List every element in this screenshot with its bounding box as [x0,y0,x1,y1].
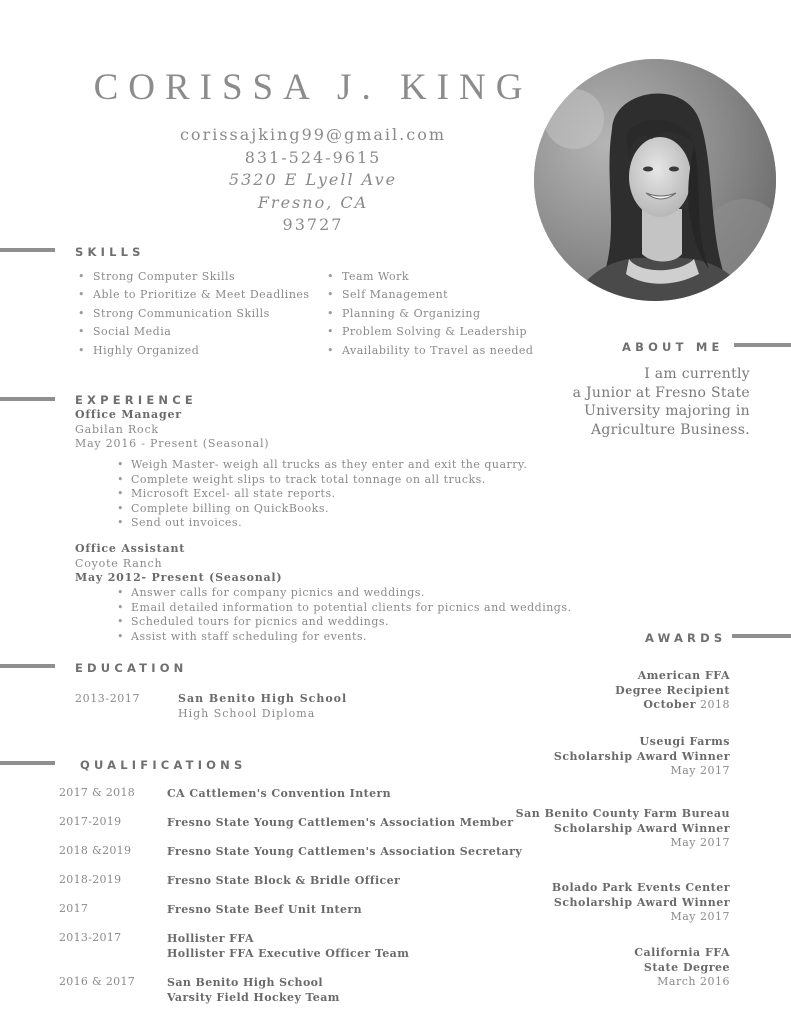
qualification-text: CA Cattlemen's Convention Intern [167,787,392,800]
list-item: • Weigh Master- weigh all trucks as they enter and exit the quarry. [117,458,527,473]
award-date: 2018 [696,698,730,712]
award-item [552,881,730,925]
qualification-year: 2017-2019 [59,815,122,828]
about-text [540,365,750,439]
award-item [615,669,730,713]
qualification-line: Hollister FFA [167,932,254,945]
award-item [554,735,730,779]
qualification-line: Hollister FFA Executive Officer Team [167,947,410,960]
education-school: San Benito High School [178,692,348,705]
list-item: • Strong Communication Skills [78,305,310,323]
job-duties [117,458,527,531]
qualification-text [167,931,409,961]
qualification-text: Fresno State Young Cattlemen's Association Secretary [167,845,523,858]
award-item [516,807,730,851]
zip-text: 93727 [282,215,344,234]
qualification-text: Fresno State Block & Bridle Officer [167,874,401,887]
education-bar [0,664,55,668]
street-text: 5320 E Lyell Ave [228,170,398,189]
job-title: Office Manager [75,408,182,421]
city-text: Fresno, CA [257,192,369,212]
list-item: • Strong Computer Skills [78,268,310,286]
list-item: • Problem Solving & Leadership [327,323,533,341]
job-company: Coyote Ranch [75,557,163,570]
list-item: • Complete billing on QuickBooks. [117,502,527,517]
list-item: • Social Media [78,323,310,341]
list-item: • Able to Prioritize & Meet Deadlines [78,286,310,304]
qualification-text: Fresno State Young Cattlemen's Association Member [167,816,514,829]
list-item: • Send out invoices. [117,516,527,531]
award-title: State Degree [643,960,730,974]
experience-bar [0,397,55,401]
job-dates: May 2012- Present (Seasonal) [75,571,283,584]
education-degree: High School Diploma [178,707,316,720]
job-title: Office Assistant [75,542,186,555]
about-line: a Junior at Fresno State [572,384,750,401]
award-title: Scholarship Award Winner [553,895,730,909]
about-heading: ABOUT ME [622,340,724,354]
education-years: 2013-2017 [75,692,141,705]
qualification-year: 2018 &2019 [59,844,132,857]
qualification-line: San Benito High School [167,976,324,989]
list-item: • Assist with staff scheduling for events. [117,630,571,645]
award-name: Useugi Farms [639,735,730,748]
award-month: October [643,698,696,712]
skills-list-left [78,268,310,360]
list-item: • Answer calls for company picnics and weddings. [117,586,571,601]
job-duties [117,586,571,644]
about-bar [734,343,791,347]
qualification-line: Varsity Field Hockey Team [167,991,340,1004]
qualification-text [167,975,340,1005]
award-date: May 2017 [670,836,730,850]
profile-photo [534,59,776,301]
awards-bar [732,634,791,638]
list-item: • Planning & Organizing [327,305,533,323]
award-item [634,946,730,990]
awards-heading: AWARDS [645,631,727,645]
qualifications-bar [0,761,55,765]
award-date: May 2017 [670,764,730,778]
job-company: Gabilan Rock [75,423,159,436]
award-name: California FFA [634,946,730,959]
qualification-year: 2017 [59,902,89,915]
award-date: March 2016 [657,975,730,989]
qualification-year: 2017 & 2018 [59,786,136,799]
qualification-year: 2018-2019 [59,873,122,886]
phone-text: 831-524-9615 [244,147,382,167]
about-line: I am currently [644,366,750,382]
candidate-name: CORISSA J. KING [93,67,533,108]
list-item: • Self Management [327,286,533,304]
job-dates: May 2016 - Present (Seasonal) [75,437,270,450]
experience-heading: EXPERIENCE [75,393,197,407]
award-name: San Benito County Farm Bureau [515,807,730,820]
about-line: University majoring in [584,403,750,420]
list-item: • Availability to Travel as needed [327,342,533,360]
qualification-year: 2016 & 2017 [59,975,136,988]
contact-block [0,124,626,237]
award-date: May 2017 [670,910,730,924]
award-name: American FFA [637,669,730,682]
list-item: • Scheduled tours for picnics and weddings. [117,615,571,630]
qualification-year: 2013-2017 [59,931,122,944]
list-item: • Complete weight slips to track total tonnage on all trucks. [117,473,527,488]
education-heading: EDUCATION [75,661,188,675]
award-title: Scholarship Award Winner [553,749,730,763]
award-title: Degree Recipient [615,683,730,697]
skills-list-right [327,268,533,360]
email-text: corissajking99@gmail.com [179,125,447,144]
list-item: • Highly Organized [78,342,310,360]
skills-heading: SKILLS [75,245,145,259]
list-item: • Team Work [327,268,533,286]
qualification-text: Fresno State Beef Unit Intern [167,903,362,916]
award-name: Bolado Park Events Center [551,881,730,894]
award-title: Scholarship Award Winner [553,821,730,835]
about-line: Agriculture Business. [590,421,750,438]
qualifications-heading: QUALIFICATIONS [80,758,247,772]
list-item: • Microsoft Excel- all state reports. [117,487,527,502]
list-item: • Email detailed information to potential clients for picnics and weddings. [117,601,571,616]
skills-bar [0,248,55,252]
